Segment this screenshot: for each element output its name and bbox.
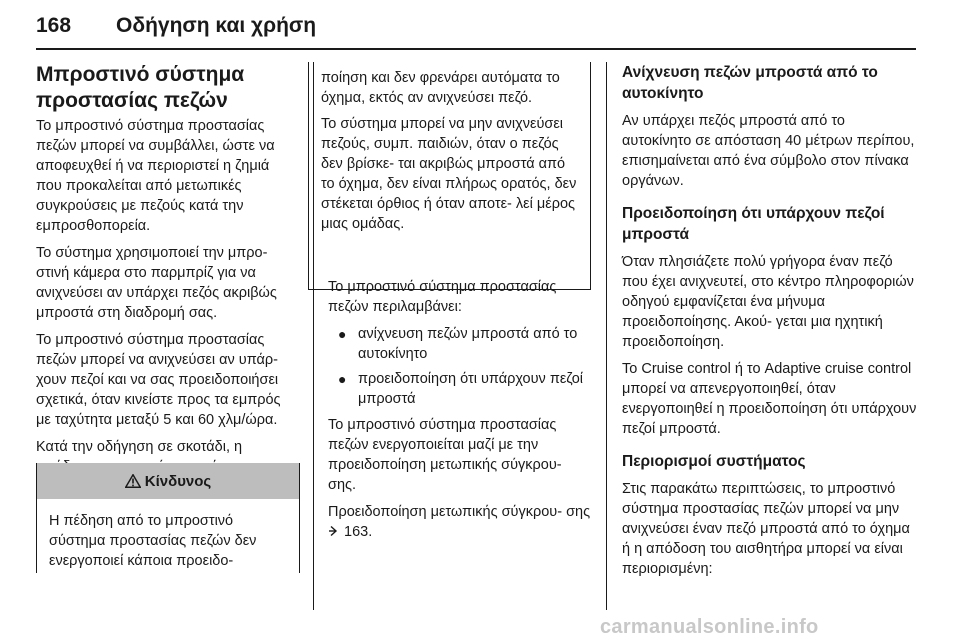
paragraph-activation: Το μπροστινό σύστημα προστασίας πεζών ενεργοποιείται μαζί με την προειδοποίηση μετωπικής σύγκρου- σης. <box>328 417 562 493</box>
danger-box-text: Η πέδηση από το μπροστινό σύστημα προστασίας πεζών δεν ενεργοποιεί κάποια προειδο- <box>49 513 257 569</box>
column-divider-2 <box>606 62 607 610</box>
danger-box <box>36 463 300 573</box>
feature-list <box>328 324 591 409</box>
header-rule <box>36 48 916 50</box>
paragraph-warning: Όταν πλησιάζετε πολύ γρήγορα έναν πεζό που έχει ανιχνευτεί, στο κέντρο πληροφοριών οδηγού εμφανίζεται ένα μήνυμα προειδοποίησης. Ακού- γεται μια ηχητική προειδοποίηση. <box>622 254 914 350</box>
section-heading-line-1: Μπροστινό σύστημα <box>36 63 245 86</box>
page-reference-arrow-icon <box>328 525 340 537</box>
danger-continued-text-2: Το σύστημα μπορεί να μην ανιχνεύσει πεζούς, συμπ. παιδιών, όταν ο πεζός δεν βρίσκε- ται ακριβώς μπροστά από το όχημα, δεν είναι πλήρως ορατός, δεν στέκεται όρθιος ή όταν αποτε- λεί μέρος μιας ομάδας. <box>321 116 577 232</box>
list-item: ● ανίχνευση πεζών μπροστά από το αυτοκίνητο <box>338 326 578 362</box>
bullet-icon: ● <box>338 326 347 342</box>
paragraph-includes: Το μπροστινό σύστημα προστασίας πεζών περιλαμβάνει: <box>328 279 557 315</box>
paragraph-cross-reference: Προειδοποίηση μετωπικής σύγκρου- σης 163. <box>328 504 591 540</box>
danger-box-body <box>37 499 299 571</box>
section-heading-line-2: προστασίας πεζών <box>36 89 228 112</box>
danger-box-title: Κίνδυνος <box>144 472 212 490</box>
column-3 <box>622 62 918 586</box>
subheading-detection: Ανίχνευση πεζών μπροστά από το αυτοκίνητο <box>622 64 878 102</box>
warning-triangle-icon <box>125 474 141 488</box>
bullet-icon: ● <box>338 371 347 387</box>
paragraph-cruise-control: Το Cruise control ή το Adaptive cruise control μπορεί να απενεργοποιηθεί, όταν ενεργοποιηθεί η προειδοποίηση ότι υπάρχουν πεζοί μπροστά. <box>622 361 917 437</box>
danger-box-continued <box>308 62 591 290</box>
page-reference-link[interactable]: 163. <box>328 524 372 540</box>
paragraph-speed: Το μπροστινό σύστημα προστασίας πεζών μπορεί να ανιχνεύσει αν υπάρ- χουν πεζοί και να σας προειδοποιήσει σχετικά, όταν κινείστε προς τα εμπρός με ταχύτητα μεταξύ 5 και 60 χλμ/ώρα. <box>36 332 281 428</box>
paragraph-intro: Το μπροστινό σύστημα προστασίας πεζών μπορεί να συμβάλλει, ώστε να αποφευχθεί ή να περιοριστεί η ζημιά που προκαλείται από μετωπικές συγκρούσεις με πεζούς κατά την εμπροσθοπορεία. <box>36 118 275 234</box>
subheading-limitations: Περιορισμοί συστήματος <box>622 453 806 470</box>
paragraph-camera: Το σύστημα χρησιμοποιεί την μπρο- στινή κάμερα στο παρμπρίζ για να ανιχνεύσει αν υπάρχει πεζός ακριβώς μπροστά στη διαδρομή σας. <box>36 245 277 321</box>
list-item: ● προειδοποίηση ότι υπάρχουν πεζοί μπροστά <box>338 371 583 407</box>
danger-continued-text-1: ποίηση και δεν φρενάρει αυτόματα το όχημα, εκτός αν ανιχνεύσει πεζό. <box>321 70 560 106</box>
paragraph-detection: Αν υπάρχει πεζός μπροστά από το αυτοκίνητο σε απόσταση 40 μέτρων περίπου, επισημαίνεται από ένα σύμβολο στον πίνακα οργάνων. <box>622 113 915 189</box>
subheading-warning: Προειδοποίηση ότι υπάρχουν πεζοί μπροστά <box>622 205 885 243</box>
chapter-title: Οδήγηση και χρήση <box>116 14 317 37</box>
column-1 <box>36 62 298 504</box>
column-2 <box>328 277 591 549</box>
paragraph-limitations: Στις παρακάτω περιπτώσεις, το μπροστινό σύστημα προστασίας πεζών μπορεί να μην ανιχνεύσει έναν πεζό μπροστά από το όχημα ή η απόδοση του αισθητήρα μπορεί να είναι περιορισμένη: <box>622 481 910 577</box>
section-heading <box>36 62 298 114</box>
paragraph-darkness: Κατά την οδήγηση σε σκοτάδι, η <box>36 439 243 455</box>
page-number: 168 <box>36 14 72 37</box>
watermark: carmanualsonline.info <box>600 616 819 638</box>
danger-box-header <box>37 463 299 499</box>
